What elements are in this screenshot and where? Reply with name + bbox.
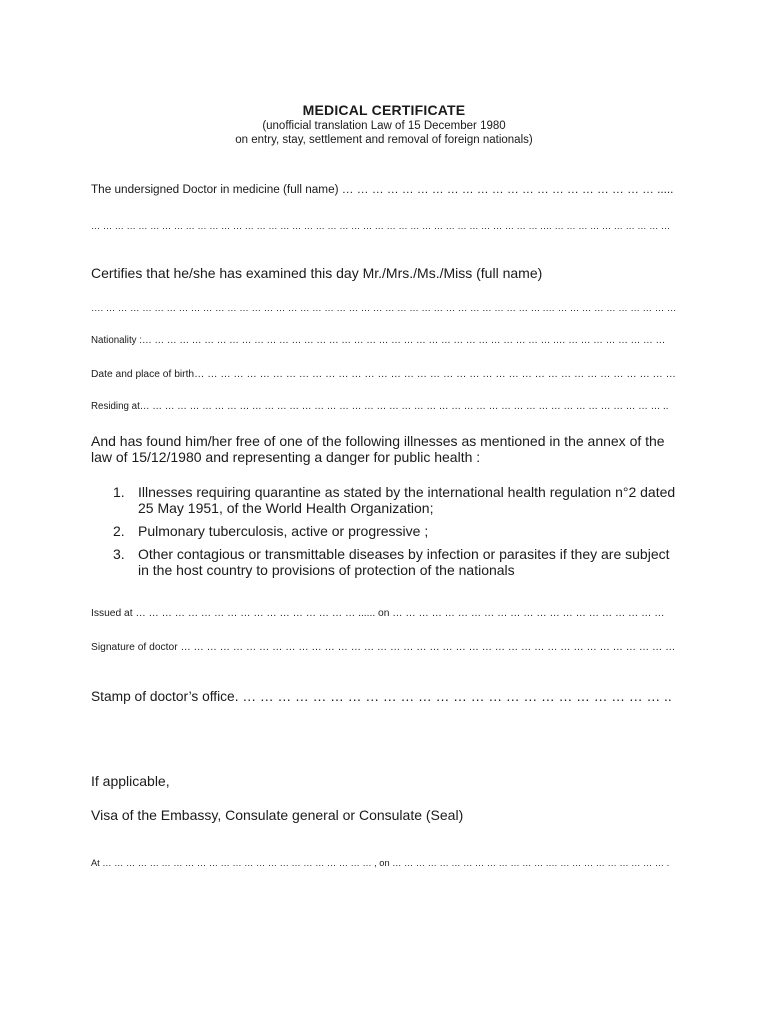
visa-seal-label: Visa of the Embassy, Consulate general or Consulate (Seal) [91, 807, 464, 823]
document-title: MEDICAL CERTIFICATE [302, 102, 466, 118]
doctor-name-field-continued: … … … … … … … … … … … … … … … … … … … … … … … … … … … … … … … … … … … … … … .… … … … … … … … … … … [91, 221, 671, 231]
list-item-number: 1. [113, 484, 125, 500]
list-item [91, 484, 681, 516]
list-item-number: 2. [113, 523, 125, 539]
declaration-intro: And has found him/her free of one of the following illnesses as mentioned in the annex of the law of 15/12/1980 and representing a danger for public health : [91, 433, 665, 465]
list-item-text: Illnesses requiring quarantine as stated by the international health regulation n°2 dated 25 May 1951, of the World Health Organization; [138, 484, 676, 516]
list-item-text: Other contagious or transmittable diseases by infection or parasites if they are subject in the host country to provisions of protection of the nationals [138, 546, 670, 578]
list-item-text: Pulmonary tuberculosis, active or progressive ; [138, 523, 429, 539]
nationality-field: Nationality :… … … … … … … … … … … … … … … … … … … … … … … … … … … … … … … … … .… … … … … … … … … [91, 335, 666, 346]
visa-place-date-field: At … … … … … … … … … … … … … … … … … … … … … … … , on … … … … … … … … … … … … … .… … … … … … … … … … . [91, 858, 670, 868]
document-subtitle-line1: (unofficial translation Law of 15 December 1980 [262, 120, 506, 132]
doctor-stamp-field: Stamp of doctor’s office. … … … … … … … … … … … … … … … … … … … … … … … … .. [91, 689, 672, 704]
doctor-signature-field: Signature of doctor … … … … … … … … … … … … … … … … … … … … … … … … … … … … … … … … … … … … … … [91, 642, 676, 653]
birth-date-place-field: Date and place of birth… … … … … … … … … … … … … … … … … … … … … … … … … … … … … … … … … … … … … [91, 369, 676, 380]
if-applicable-label: If applicable, [91, 773, 170, 789]
list-item-number: 3. [113, 546, 125, 562]
doctor-name-field: The undersigned Doctor in medicine (full name) … … … … … … … … … … … … … … … … … … … … … ..... [91, 183, 674, 196]
list-item [91, 546, 681, 578]
issued-at-field: Issued at … … … … … … … … … … … … … … … … … ...... on … … … … … … … … … … … … … … … … … … … … … [91, 608, 665, 619]
residence-field: Residing at… … … … … … … … … … … … … … … … … … … … … … … … … … … … … … … … … … … … … … … … … … .. [91, 401, 669, 412]
certifies-statement: Certifies that he/she has examined this day Mr./Mrs./Ms./Miss (full name) [91, 265, 543, 281]
list-item [91, 523, 681, 539]
illness-list [91, 484, 681, 585]
patient-name-field: …. … … … … … … … … … … … … … … … … … … … … … … … … … … … … … … … … … … … … .… … … … … … … … … … … [91, 303, 677, 314]
document-subtitle-line2: on entry, stay, settlement and removal of foreign nationals) [235, 134, 533, 146]
